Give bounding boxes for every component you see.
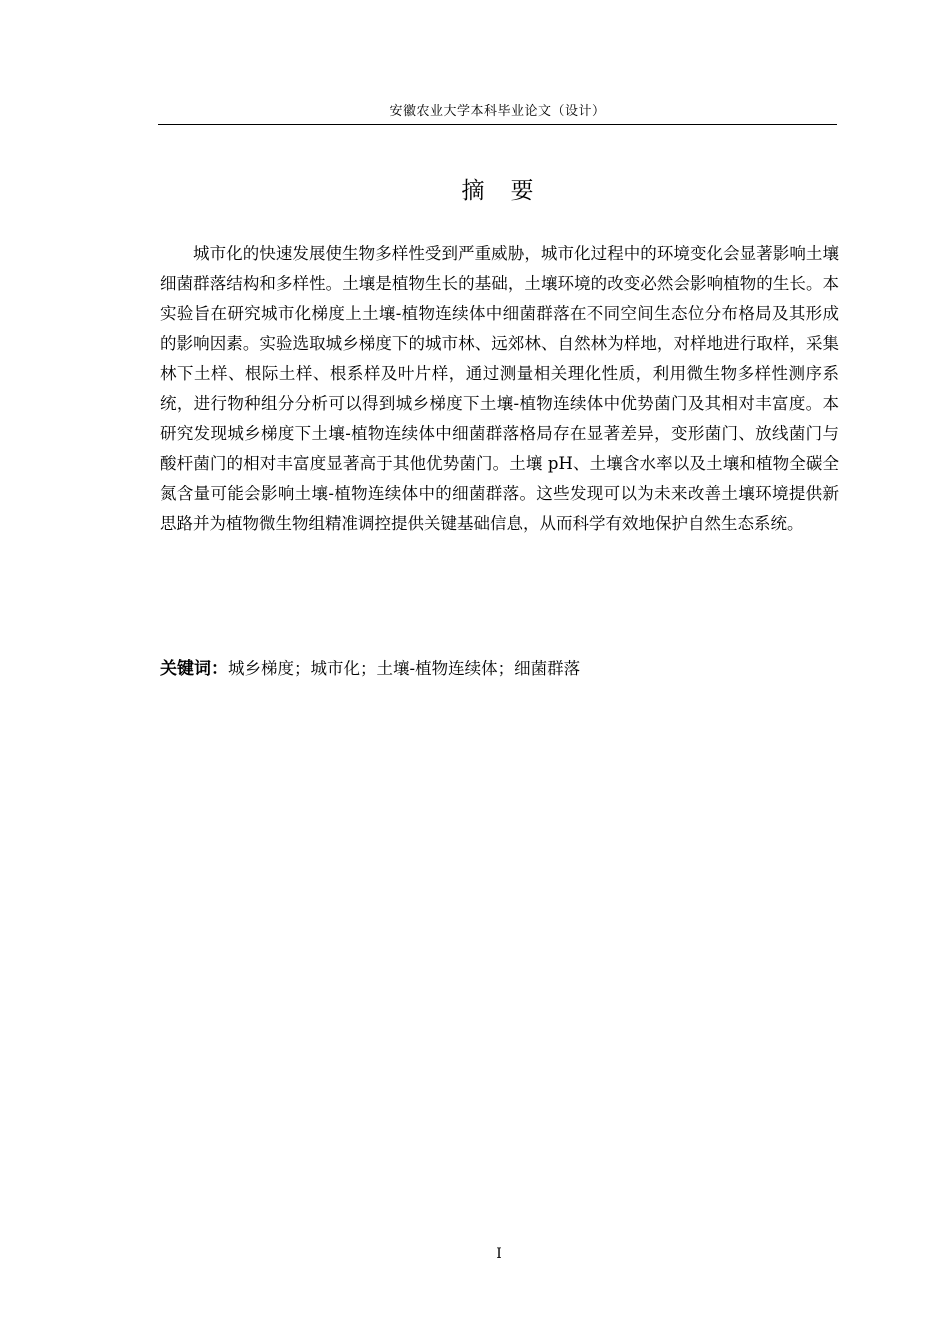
keywords-text: 城乡梯度；城市化；土壤-植物连续体；细菌群落 xyxy=(228,659,581,678)
header-rule xyxy=(158,124,837,125)
abstract-body: 城市化的快速发展使生物多样性受到严重威胁，城市化过程中的环境变化会显著影响土壤细菌群落结构和多样性。土壤是植物生长的基础，土壤环境的改变必然会影响植物的生长。本实验旨在研究城市化梯度上土壤-植物连续体中细菌群落在不同空间生态位分布格局及其形成的影响因素。实验选取城乡梯度下的城市林、远郊林、自然林为样地，对样地进行取样，采集林下土样、根际土样、根系样及叶片样，通过测量相关理化性质，利用微生物多样性测序系统，进行物种组分分析可以得到城乡梯度下土壤-植物连续体中优势菌门及其相对丰富度。本研究发现城乡梯度下土壤-植物连续体中细菌群落格局存在显著差异，变形菌门、放线菌门与酸杆菌门的相对丰富度显著高于其他优势菌门。土壤 pH、土壤含水率以及土壤和植物全碳全氮含量可能会影响土壤-植物连续体中的细菌群落。这些发现可以为未来改善土壤环境提供新思路并为植物微生物组精准调控提供关键基础信息，从而科学有效地保护自然生态系统。 xyxy=(160,244,839,533)
running-header: 安徽农业大学本科毕业论文（设计） xyxy=(389,104,606,119)
abstract-title: 摘要 xyxy=(461,178,560,204)
page-number: I xyxy=(496,1246,502,1262)
keywords-label: 关键词： xyxy=(160,659,228,679)
keywords xyxy=(160,654,839,684)
